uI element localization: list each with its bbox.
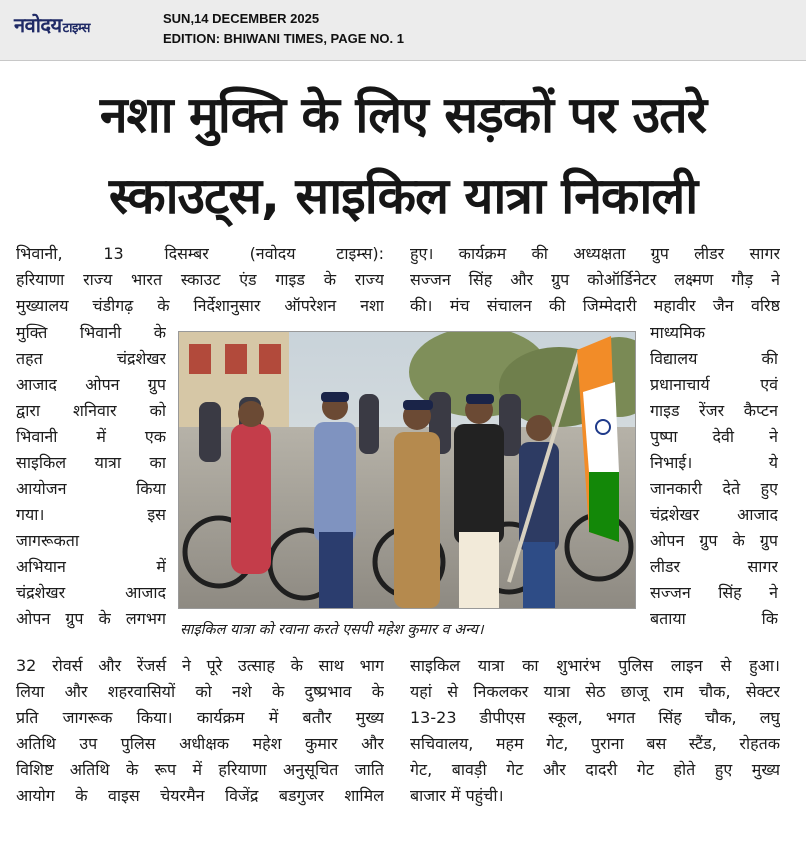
- right-col-line: गेट, बावड़ी गेट और दादरी गेट होते हुए मुख्य: [410, 760, 780, 779]
- right-narrow-line: सज्जन सिंह ने: [650, 583, 778, 602]
- right-narrow-line: विद्यालय की: [650, 349, 778, 368]
- left-narrow-line: अभियान में: [16, 557, 166, 576]
- news-clipping: [0, 61, 806, 846]
- left-narrow-line: भिवानी में एक: [16, 427, 166, 446]
- right-narrow-line: गाइड रेंजर कैप्टन: [650, 401, 778, 420]
- left-narrow-line: द्वारा शनिवार को: [16, 401, 166, 420]
- left-col-line: प्रति जागरूक किया। कार्यक्रम में बतौर मुख्य: [16, 708, 384, 727]
- headline-line-1: नशा मुक्ति के लिए सड़कों पर उतरे: [99, 86, 707, 144]
- left-narrow-line: चंद्रशेखर आजाद: [16, 583, 166, 602]
- right-col-line: बाजार में पहुंची।: [410, 786, 504, 805]
- left-narrow-line: आजाद ओपन ग्रुप: [16, 375, 166, 394]
- right-col-line: हुए। कार्यक्रम की अध्यक्षता ग्रुप लीडर सागर: [410, 244, 780, 263]
- right-narrow-line: माध्यमिक: [650, 323, 706, 342]
- right-narrow-line: बताया कि: [650, 609, 778, 628]
- left-col-line: लिया और शहरवासियों को नशे के दुष्प्रभाव के: [16, 682, 384, 701]
- right-col-line: की। मंच संचालन की जिम्मेदारी महावीर जैन वरिष्ठ: [410, 296, 780, 315]
- right-col-line: 13-23 डीपीएस स्कूल, भगत सिंह चौक, लघु: [410, 708, 780, 727]
- photo-caption: साइकिल यात्रा को रवाना करते एसपी महेश कुमार व अन्य।: [180, 622, 484, 638]
- left-narrow-line: मुक्ति भिवानी के: [16, 323, 166, 342]
- left-col-line: अतिथि उप पुलिस अधीक्षक महेश कुमार और: [16, 734, 384, 753]
- right-col-line: यहां से निकलकर यात्रा सेठ छाजू राम चौक, सेक्टर: [410, 682, 780, 701]
- right-col-line: सज्जन सिंह और ग्रुप कोऑर्डिनेटर लक्ष्मण गौड़ ने: [410, 270, 780, 289]
- left-narrow-line: आयोजन किया: [16, 479, 166, 498]
- edition-info: [163, 9, 404, 49]
- news-photo: [178, 331, 636, 609]
- right-narrow-line: जानकारी देते हुए: [650, 479, 778, 498]
- left-col-line: भिवानी, 13 दिसम्बर (नवोदय टाइम्स):: [16, 244, 384, 263]
- left-narrow-line: साइकिल यात्रा का: [16, 453, 166, 472]
- right-col-line: साइकिल यात्रा का शुभारंभ पुलिस लाइन से हुआ।: [410, 656, 780, 675]
- right-narrow-line: चंद्रशेखर आजाद: [650, 505, 778, 524]
- left-col-line: मुख्यालय चंडीगढ़ के निर्देशानुसार ऑपरेशन नशा: [16, 296, 384, 315]
- left-narrow-line: जागरूकता: [16, 531, 80, 550]
- logo-main-text: नवोदय: [14, 13, 62, 37]
- newspaper-logo[interactable]: [14, 11, 90, 38]
- date-line: SUN,14 DECEMBER 2025: [163, 11, 320, 26]
- logo-sub-text: टाइम्स: [62, 21, 90, 36]
- right-col-line: सचिवालय, महम गेट, पुराना बस स्टैंड, रोहतक: [410, 734, 780, 753]
- left-narrow-line: तहत चंद्रशेखर: [16, 349, 166, 368]
- right-narrow-line: लीडर सागर: [650, 557, 778, 576]
- right-narrow-line: प्रधानाचार्य एवं: [650, 375, 778, 394]
- left-col-line: 32 रोवर्स और रेंजर्स ने पूरे उत्साह के साथ भाग: [16, 656, 384, 675]
- edition-line: EDITION: BHIWANI TIMES, PAGE NO. 1: [163, 31, 404, 46]
- right-narrow-line: ओपन ग्रुप के ग्रुप: [650, 531, 778, 550]
- left-col-line: हरियाणा राज्य भारत स्काउट एंड गाइड के राज्य: [16, 270, 384, 289]
- headline-line-2: स्काउट्स, साइकिल यात्रा निकाली: [108, 167, 698, 225]
- photo-illustration: [179, 332, 635, 608]
- right-narrow-line: निभाई। ये: [650, 453, 778, 472]
- right-narrow-line: पुष्पा देवी ने: [650, 427, 778, 446]
- left-narrow-line: गया। इस: [16, 505, 166, 524]
- left-col-line: आयोग के वाइस चेयरमैन विजेंद्र बडगुजर शामिल: [16, 786, 384, 805]
- masthead-bar: [0, 0, 806, 61]
- left-col-line: विशिष्ट अतिथि के रूप में हरियाणा अनुसूचित जाति: [16, 760, 384, 779]
- left-narrow-line: ओपन ग्रुप के लगभग: [16, 609, 166, 628]
